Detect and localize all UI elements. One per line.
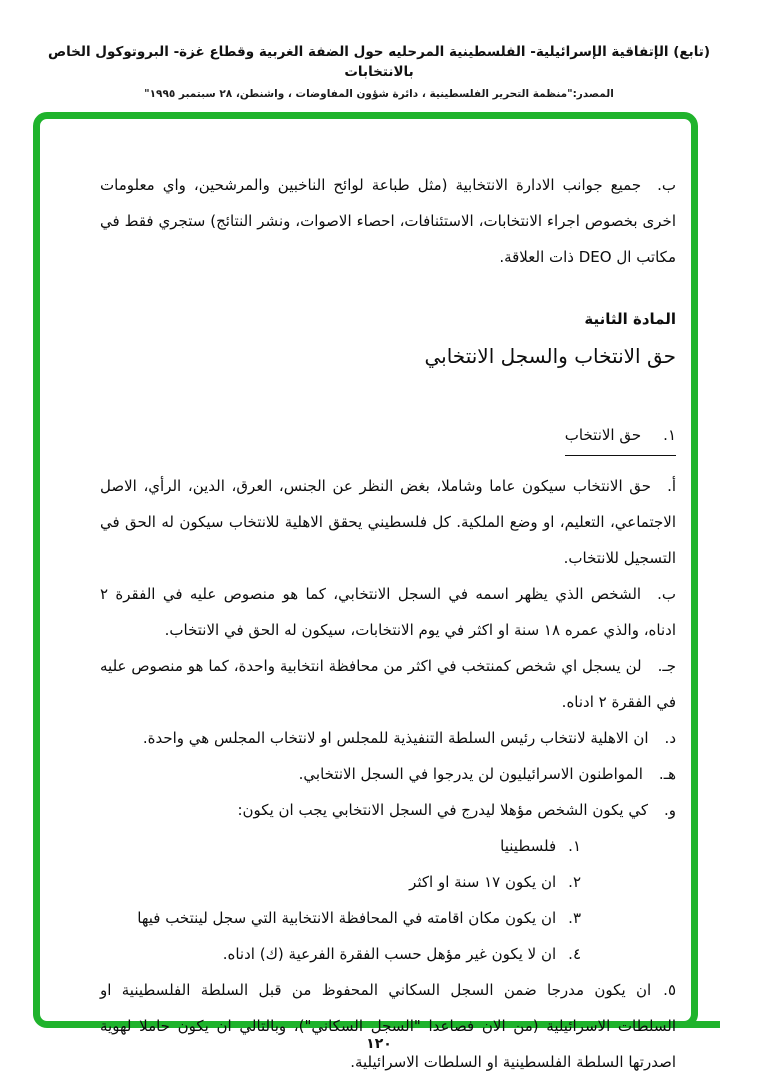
page-header <box>0 42 758 100</box>
section-heading-underline <box>565 417 676 456</box>
sub-list-item-marker: ٢. <box>568 873 581 891</box>
header-source: المصدر:"منظمة التحرير الفلسطينية ، دائرة شؤون المفاوضات ، واشنطن، ٢٨ سبتمبر ١٩٩٥" <box>144 87 614 100</box>
section-marker: ١. <box>663 426 676 444</box>
sub-list-item-text: ان يكون مكان اقامته في المحافظة الانتخابية التي سجل لينتخب فيها <box>137 909 557 927</box>
list-item-marker: ب. <box>657 585 676 603</box>
list-item-text: حق الانتخاب سيكون عاما وشاملا، بغض النظر عن الجنس، العرق، الدين، الرأي، الاصل الاجتماعي، التعليم، او وضع الملكية. كل فلسطيني يحقق الاهلية للانتخاب سيكون له الحق في التسجيل للانتخاب. <box>100 477 676 567</box>
list-item <box>100 576 676 648</box>
list-item-text: ان الاهلية لانتخاب رئيس السلطة التنفيذية للمجلس او لانتخاب المجلس هي واحدة. <box>142 729 649 747</box>
sub-list-item-text: ان لا يكون غير مؤهل حسب الفقرة الفرعية (ك) ادناه. <box>222 945 557 963</box>
list-item <box>100 468 676 576</box>
sub-list-item-marker: ١. <box>568 837 581 855</box>
list-item-marker: جـ. <box>657 657 676 675</box>
list-item-marker: أ. <box>667 477 676 495</box>
list-item <box>100 648 676 720</box>
green-border-bottom-extension <box>672 1021 720 1028</box>
sub-list-item-marker: ٣. <box>568 909 581 927</box>
list-item <box>100 756 676 792</box>
sub-list-item <box>100 828 581 864</box>
intro-marker: ب. <box>657 176 676 194</box>
sub-list-item <box>100 900 581 936</box>
list-item-text: لن يسجل اي شخص كمنتخب في اكثر من محافظة انتخابية واحدة، كما هو منصوص عليه في الفقرة ٢ ادناه. <box>100 657 676 711</box>
list-item <box>100 720 676 756</box>
list-item-text: المواطنون الاسرائيليون لن يدرجوا في السجل الانتخابي. <box>298 765 643 783</box>
list-item-marker: د. <box>664 729 676 747</box>
list-item-text: الشخص الذي يظهر اسمه في السجل الانتخابي، كما هو منصوص عليه في الفقرة ٢ ادناه، والذي عمره ١٨ سنة او اكثر في يوم الانتخابات، سيكون له الحق في الانتخاب. <box>100 585 676 639</box>
sub-list-item-text: فلسطينيا <box>500 837 557 855</box>
sub-list-item <box>100 936 581 972</box>
article-subtitle: حق الانتخاب والسجل الانتخابي <box>424 344 676 368</box>
section-label: حق الانتخاب <box>564 426 642 444</box>
page-number: ١٢٠ <box>366 1036 392 1052</box>
article-title: المادة الثانية <box>584 310 676 328</box>
sub-list-item-marker: ٤. <box>568 945 581 963</box>
sub-list-item-text: ان يكون ١٧ سنة او اكثر <box>409 873 557 891</box>
header-title: (تابع) الإتفاقية الإسرائيلية- الفلسطينية المرحليه حول الضفة الغربية وقطاع غزة- البروتوكول الخاص بالانتخابات <box>47 44 711 81</box>
intro-text: جميع جوانب الادارة الانتخابية (مثل طباعة لوائح الناخبين والمرشحين، واي معلومات اخرى بخصوص اجراء الانتخابات، الاستئنافات، احصاء الاصوات، ونشر النتائج) ستجري فقط في مكاتب ال DEO ذات العلاقة. <box>100 176 676 266</box>
sub-list-item-marker: ٥. <box>663 981 676 999</box>
sub-list-item <box>100 972 676 1078</box>
sub-list-item-text: ان يكون مدرجا ضمن السجل السكاني المحفوظ من قبل السلطة الفلسطينية او السلطات الاسرائيلية (من الان فصاعدا "السجل السكاني")، وبالتالي ان يكون حاملا لهوية اصدرتها السلطة الفلسطينية او السلطات الاسرائيلية. <box>100 981 676 1071</box>
list-item <box>100 792 676 828</box>
list-item-text: كي يكون الشخص مؤهلا ليدرج في السجل الانتخابي يجب ان يكون: <box>237 801 648 819</box>
section-heading <box>100 417 676 456</box>
sub-list-item <box>100 864 581 900</box>
intro-paragraph <box>100 167 676 275</box>
list-item-marker: و. <box>663 801 676 819</box>
list-item-marker: هـ. <box>658 765 676 783</box>
